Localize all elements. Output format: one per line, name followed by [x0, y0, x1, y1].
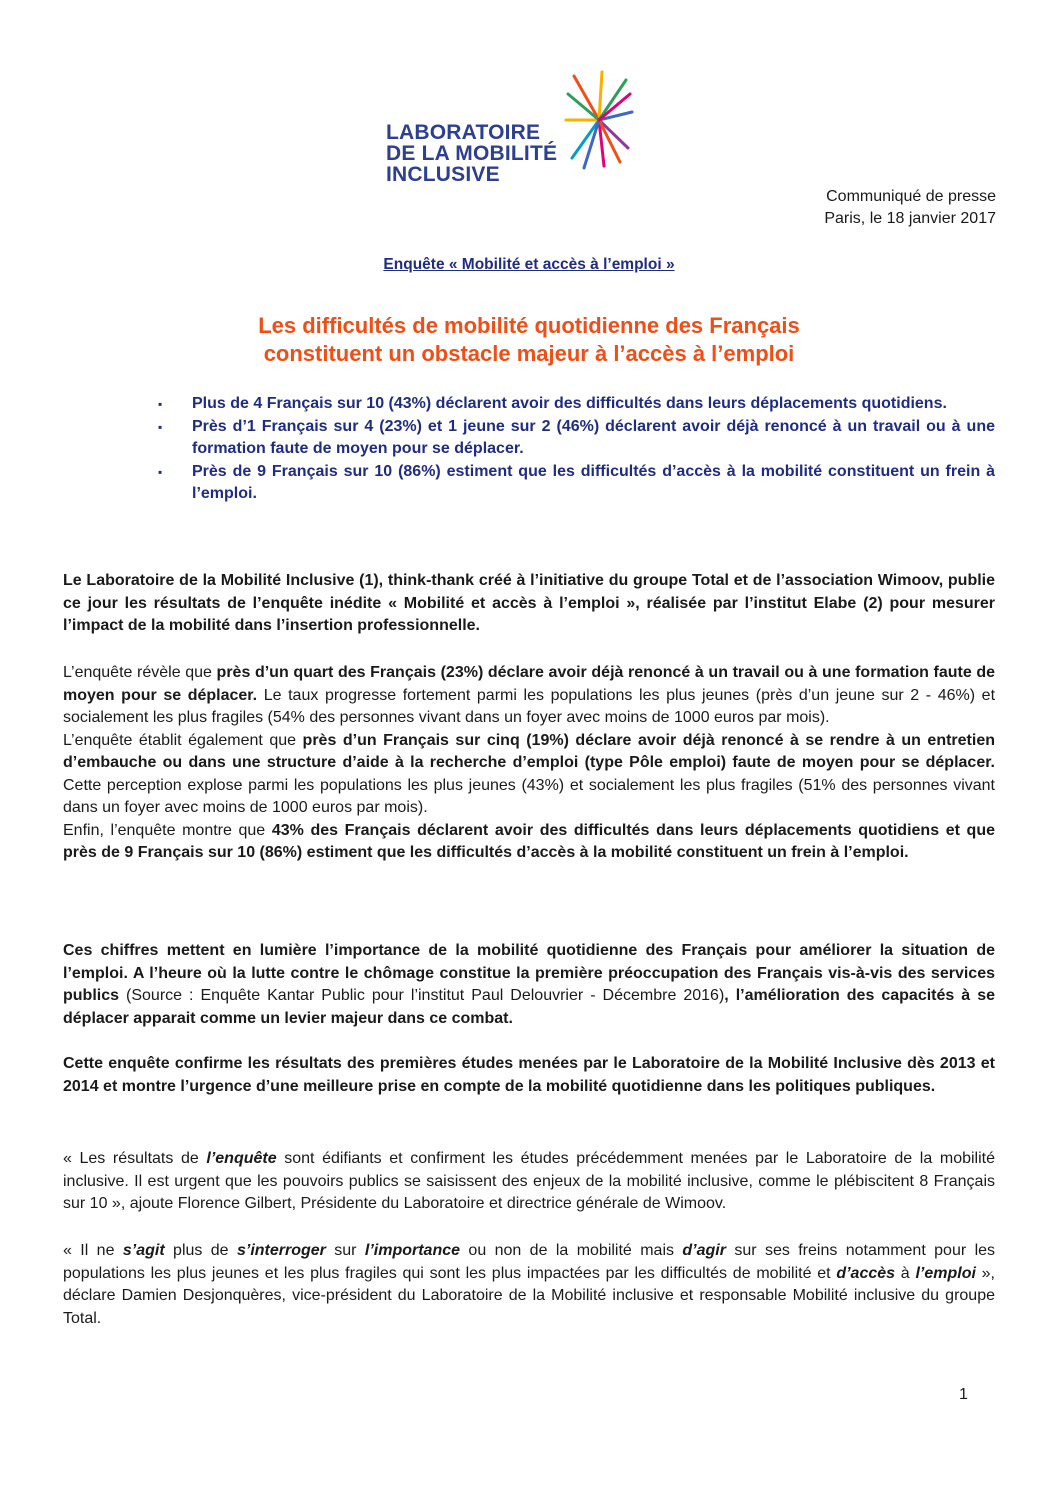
- intro-text: Le Laboratoire de la Mobilité Inclusive (1), think-thank créé à l’initiative du groupe Total et de l’association Wimoov, publie ce jour les résultats de l’enquête inédite « Mobilité et accès à l’emploi », réalisée par l’institut Elabe (2) pour mesurer l’impact de la mobilité dans l’insertion professionnelle.: [63, 572, 995, 634]
- confirm-text: Cette enquête confirme les résultats des premières études menées par le Laboratoire de la Mobilité Inclusive dès 2013 et 2014 et montre l’urgence d’une meilleure prise en compte de la mobilité quotidienne dans les politiques publiques.: [63, 1055, 995, 1095]
- text-run-emphasis: l’enquête: [206, 1150, 277, 1167]
- text-run-emphasis: l’emploi: [915, 1264, 976, 1282]
- organization-logo: [386, 70, 676, 188]
- text-run: », déclare Damien Desjonquères, vice-président du Laboratoire de la Mobilité inclusive et responsable Mobilité inclusive du groupe Total.: [63, 1264, 995, 1327]
- text-run-bold: 43% des Français déclarent avoir des difficultés dans leurs déplacements quotidiens et que près de 9 Français sur 10 (86%) estiment que les difficultés d’accès à la mobilité constituent un frein à l’emploi.: [63, 821, 995, 861]
- text-run-emphasis: d’accès: [836, 1264, 896, 1282]
- headline: [0, 312, 1058, 368]
- document-type: Communiqué de presse: [826, 188, 996, 205]
- list-item-text: Près de 9 Français sur 10 (86%) estiment que les difficultés d’accès à la mobilité constituent un frein à l’emploi.: [192, 462, 995, 502]
- list-item-text: Plus de 4 Français sur 10 (43%) déclarent avoir des difficultés dans leurs déplacements quotidiens.: [192, 395, 947, 412]
- press-header: [824, 186, 996, 230]
- logo-wordmark: [386, 122, 557, 185]
- key-findings-list: [150, 393, 995, 506]
- context-paragraph: [63, 940, 995, 1030]
- list-item-text: Près d’1 Français sur 4 (23%) et 1 jeune sur 2 (46%) déclarent avoir déjà renoncé à un travail ou à une formation faute de moyen pour se déplacer.: [192, 417, 995, 457]
- quote-paragraph: [63, 1240, 995, 1330]
- headline-line: constituent un obstacle majeur à l’accès à l’emploi: [263, 341, 795, 366]
- page-number: 1: [959, 1386, 968, 1403]
- survey-title: Enquête « Mobilité et accès à l’emploi »: [383, 256, 675, 273]
- list-item: [150, 393, 995, 416]
- text-run: à: [895, 1264, 916, 1282]
- text-run-bold: près d’un Français sur cinq (19%) déclare avoir déjà renoncé à se rendre à un entretien d’embauche ou dans une structure d’aide à la recherche d’emploi (type Pôle emploi) faute de moyen pour se déplacer.: [63, 731, 996, 771]
- quote-text: [63, 1240, 995, 1330]
- text-run-bold: près d’un quart des Français (23%) déclare avoir déjà renoncé à un travail ou à une formation faute de moyen pour se déplacer.: [63, 664, 996, 704]
- text-run: sont édifiants et confirment les études précédemment menées par le Laboratoire de la mobilité inclusive. Il est urgent que les pouvoirs publics se saisissent des enjeux de la mobilité inclusive, comme le plébiscitent 8 Français sur 10 », ajoute Florence Gilbert, Présidente du Laboratoire et directrice générale de Wimoov.: [63, 1150, 995, 1212]
- finding-paragraph: [63, 662, 995, 730]
- intro-paragraph: [63, 570, 995, 638]
- starburst-icon: [564, 70, 634, 170]
- text-run: L’enquête révèle que: [63, 664, 217, 681]
- text-run: plus de: [164, 1242, 237, 1259]
- text-run: sur: [325, 1242, 365, 1259]
- text-run: L’enquête établit également que: [63, 731, 303, 749]
- text-run-bold: Ces chiffres mettent en lumière l’importance de la mobilité quotidienne des Français pour améliorer la situation de l’emploi. A l’heure où la lutte contre le chômage constitue la première préoccupation des Français vis-à-vis des services publics: [63, 942, 995, 1004]
- text-run-emphasis: s’interroger: [236, 1242, 326, 1259]
- text-run: ou non de la mobilité mais: [460, 1242, 683, 1259]
- logo-line: INCLUSIVE: [386, 163, 500, 186]
- text-run-emphasis: l’importance: [364, 1242, 461, 1259]
- text-run: Enfin, l’enquête montre que: [63, 821, 272, 839]
- bullet-icon: ▪: [158, 464, 163, 479]
- text-run: « Il ne: [63, 1242, 123, 1259]
- text-run: « Les résultats de: [63, 1150, 207, 1167]
- date-line: Paris, le 18 janvier 2017: [824, 210, 996, 227]
- source-citation: (Source : Enquête Kantar Public pour l’institut Paul Delouvrier - Décembre 2016): [119, 987, 725, 1004]
- quote-text: [63, 1148, 995, 1216]
- context-text: [63, 940, 995, 1030]
- text-run: sur ses freins notamment pour les populations les plus jeunes et les plus fragiles qui sont les plus impactées par les difficultés de mobilité et: [63, 1242, 996, 1282]
- text-run-emphasis: d’agir: [682, 1242, 726, 1259]
- bullet-icon: ▪: [158, 419, 163, 434]
- finding-paragraph: [63, 820, 995, 865]
- text-run: Cette perception explose parmi les populations les plus jeunes (43%) et socialement les plus fragiles (51% des personnes vivant dans un foyer avec moins de 1000 euros par mois).: [63, 776, 995, 816]
- finding-paragraph: [63, 730, 995, 820]
- quote-paragraph: [63, 1148, 995, 1216]
- text-run-bold: , l’amélioration des capacités à se déplacer apparait comme un levier majeur dans ce combat.: [63, 987, 995, 1027]
- logo-line: LABORATOIRE: [386, 121, 541, 144]
- confirm-paragraph: [63, 1053, 995, 1098]
- text-run-emphasis: s’agit: [122, 1242, 165, 1259]
- findings-section: [63, 662, 995, 865]
- text-run: Le taux progresse fortement parmi les populations les plus jeunes (près d’un jeune sur 2 - 46%) et socialement les plus fragiles (54% des personnes vivant dans un foyer avec moins de 1000 euros par mois).: [63, 686, 996, 726]
- bullet-icon: ▪: [158, 397, 163, 411]
- list-item: [150, 416, 995, 461]
- list-item: [150, 461, 995, 506]
- logo-line: DE LA MOBILITÉ: [386, 142, 558, 165]
- headline-line: Les difficultés de mobilité quotidienne des Français: [258, 313, 800, 338]
